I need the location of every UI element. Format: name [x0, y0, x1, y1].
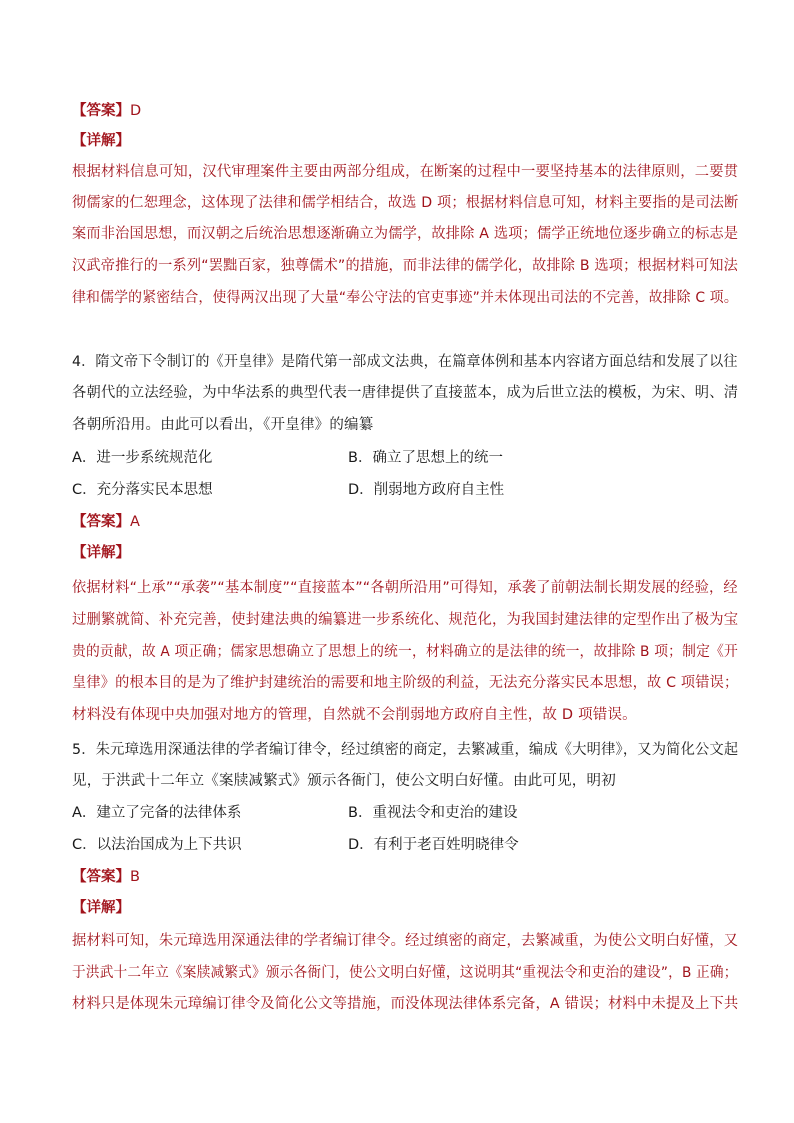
q4-explanation-line: 材料没有体现中央加强对地方的管理，自然就不会削弱地方政府自主性，故 D 项错误。 — [72, 707, 637, 723]
detail-label: 【详解】 — [72, 133, 130, 149]
q3-answer — [72, 101, 141, 121]
q5-option-c: C．以法治国成为上下共识 — [72, 837, 242, 853]
q4-explanation-line: 贵的贡献，故 A 项正确；儒家思想确立了思想上的统一，材料确立的是法律的统一，故排除 B 项；制定《开 — [72, 644, 738, 660]
q5-detail-label — [72, 898, 130, 918]
answer-value: B — [130, 869, 140, 885]
q5-explanation-line: 材料只是体现朱元璋编订律令及简化公文等措施，而没体现法律体系完备，A 错误；材料中未提及上下共 — [72, 996, 739, 1012]
q5-option-b: B．重视法令和吏治的建设 — [348, 805, 518, 821]
q5-stem-line: 见，于洪武十二年立《案牍减繁式》颁示各衙门，使公文明白好懂。由此可见，明初 — [72, 773, 616, 789]
q4-option-d: D．削弱地方政府自主性 — [348, 482, 505, 498]
q5-explanation-line: 于洪武十二年立《案牍减繁式》颁示各衙门，使公文明白好懂，这说明其“重视法令和吏治的建设”，B 正确； — [72, 965, 738, 981]
q4-detail-label — [72, 543, 130, 563]
answer-label: 【答案】 — [72, 103, 130, 119]
answer-label: 【答案】 — [72, 514, 130, 530]
q4-explanation-line: 过删繁就简、补充完善，使封建法典的编纂进一步系统化、规范化，为我国封建法律的定型作出了极为宝 — [72, 612, 739, 628]
detail-label: 【详解】 — [72, 545, 130, 561]
q4-stem-line: 各朝所沿用。由此可以看出，《开皇律》的编纂 — [72, 417, 374, 433]
detail-label: 【详解】 — [72, 900, 130, 916]
q3-explanation-line: 律和儒学的紧密结合，使得两汉出现了大量“奉公守法的官吏事迹”并未体现出司法的不完善，故排除 C 项。 — [72, 290, 738, 306]
q4-stem-line: 4．隋文帝下令制订的《开皇律》是隋代第一部成文法典，在篇章体例和基本内容诸方面总结和发展了以往 — [72, 354, 738, 370]
q4-explanation-line: 依据材料“上承”“承袭”“基本制度”“直接蓝本”“各朝所沿用”可得知，承袭了前朝法制长期发展的经验，经 — [72, 580, 738, 596]
answer-value: D — [130, 103, 142, 119]
q5-stem-line: 5．朱元璋选用深通法律的学者编订律令，经过缜密的商定，去繁减重，编成《大明律》，又为简化公文起 — [72, 742, 739, 758]
answer-value: A — [130, 514, 140, 530]
q5-answer — [72, 867, 140, 887]
q3-detail-label — [72, 131, 130, 151]
q5-explanation-line: 据材料可知，朱元璋选用深通法律的学者编订律令。经过缜密的商定，去繁减重，为使公文明白好懂，又 — [72, 933, 739, 949]
q3-explanation-line: 汉武帝推行的一系列“罢黜百家，独尊儒术”的措施，而非法律的儒学化，故排除 B 选项；根据材料可知法 — [72, 258, 738, 274]
answer-label: 【答案】 — [72, 869, 130, 885]
q4-answer — [72, 512, 140, 532]
q5-option-a: A．建立了完备的法律体系 — [72, 805, 242, 821]
q4-option-b: B．确立了思想上的统一 — [348, 450, 503, 466]
q4-stem-line: 各朝代的立法经验，为中华法系的典型代表一唐律提供了直接蓝本，成为后世立法的模板，为宋、明、清 — [72, 385, 739, 401]
q3-explanation-line: 根据材料信息可知，汉代审理案件主要由两部分组成，在断案的过程中一要坚持基本的法律原则，二要贯 — [72, 164, 739, 180]
q4-explanation-line: 皇律》的根本目的是为了维护封建统治的需要和地主阶级的利益，无法充分落实民本思想，故 C 项错误； — [72, 675, 739, 691]
q4-option-c: C．充分落实民本思想 — [72, 482, 213, 498]
q4-option-a: A．进一步系统规范化 — [72, 450, 213, 466]
q5-option-d: D．有利于老百姓明晓律令 — [348, 837, 519, 853]
q3-explanation-line: 彻儒家的仁恕理念，这体现了法律和儒学相结合，故选 D 项；根据材料信息可知，材料主要指的是司法断 — [72, 195, 739, 211]
q3-explanation-line: 案而非治国思想，而汉朝之后统治思想逐渐确立为儒学，故排除 A 选项；儒学正统地位逐步确立的标志是 — [72, 226, 739, 242]
